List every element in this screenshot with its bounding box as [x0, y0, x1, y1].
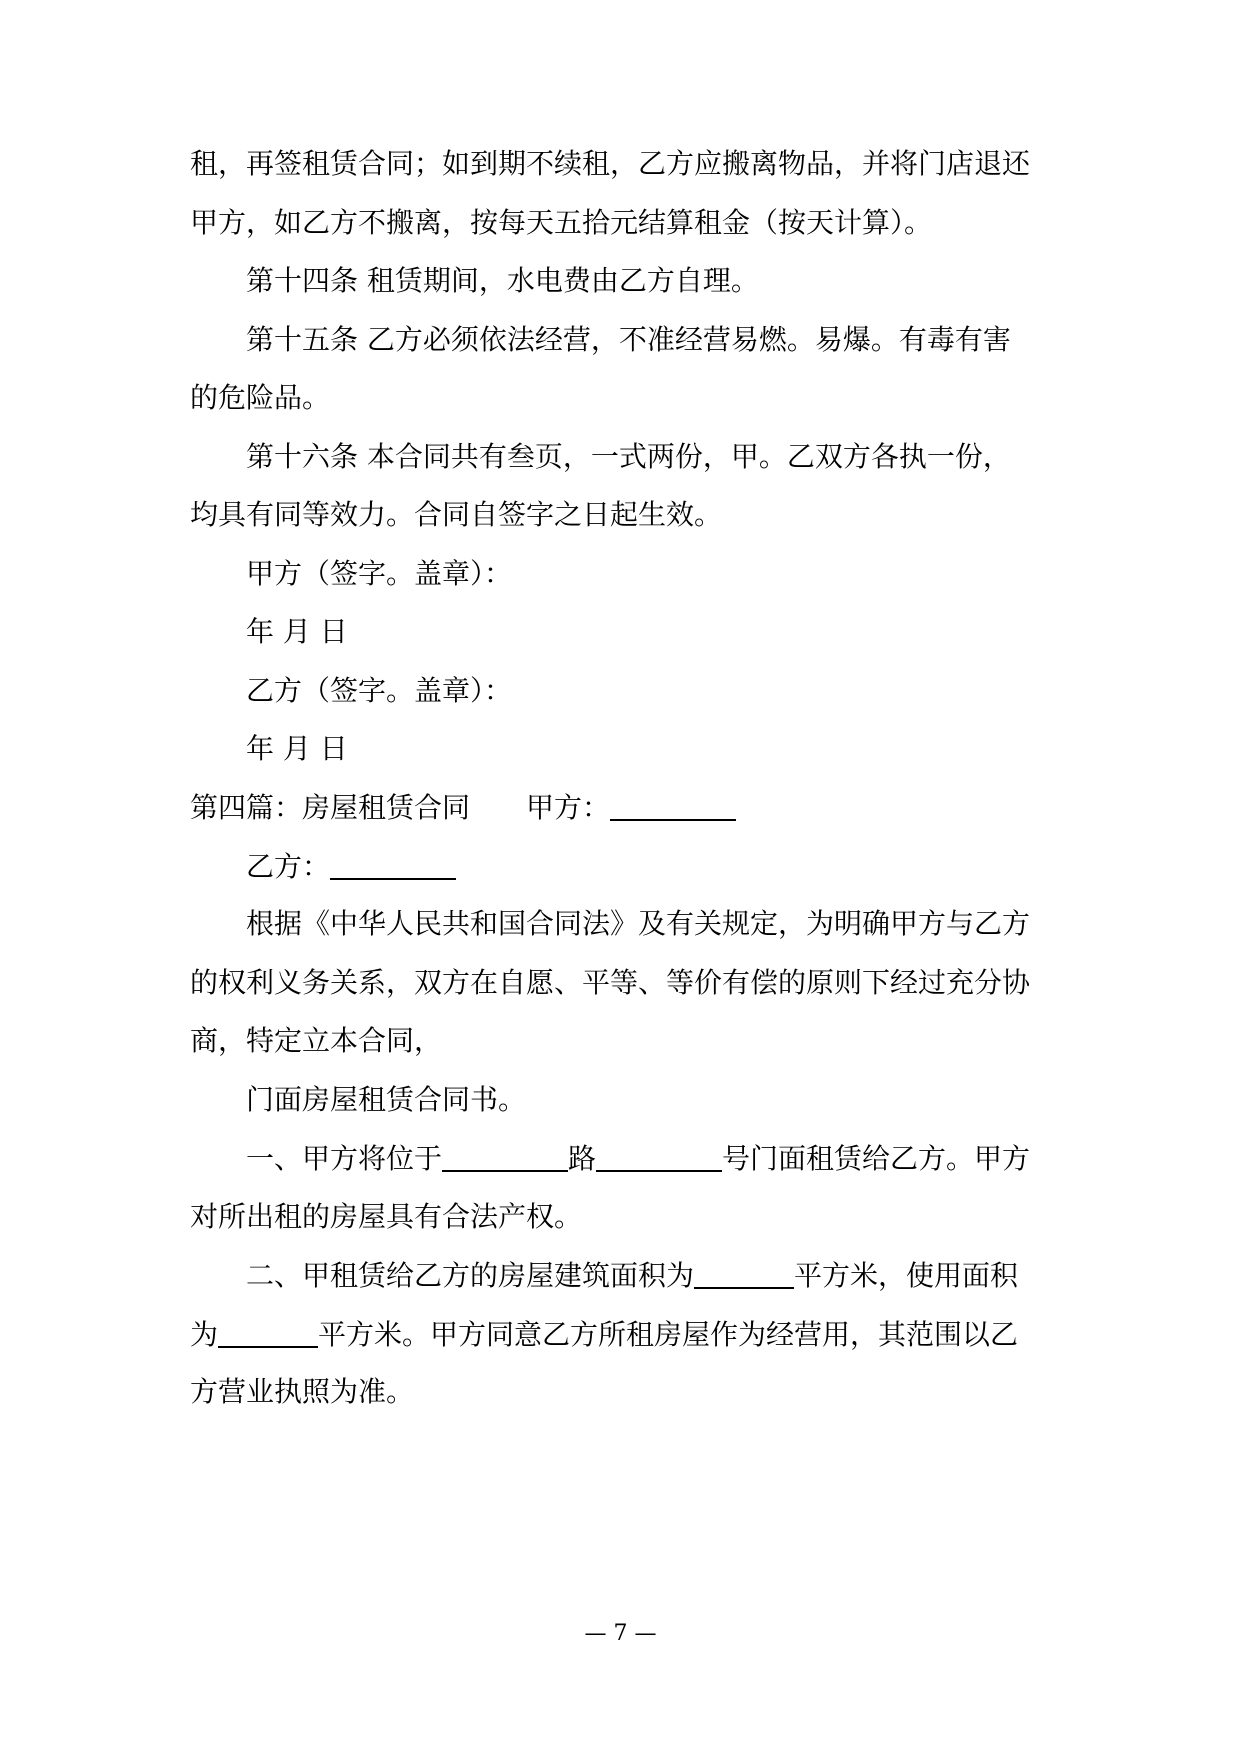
contract-subtitle: 门面房屋租赁合同书。 [246, 1083, 527, 1116]
text-line: 均具有同等效力。合同自签字之日起生效。 [190, 498, 723, 531]
party-b-signature: 乙方（签字。盖章）： [246, 674, 513, 707]
page-number: — 7 — [584, 1621, 657, 1646]
building-area-blank [694, 1257, 794, 1289]
party-a-signature: 甲方（签字。盖章）： [246, 557, 513, 590]
section-heading-line [190, 789, 1070, 826]
party-b-blank [330, 848, 456, 880]
party-a-blank [610, 789, 736, 821]
text-line: 方营业执照为准。 [190, 1375, 415, 1408]
text-span: 为 [190, 1318, 219, 1351]
article-2 [246, 1257, 1126, 1294]
date-line: 年 月 日 [246, 732, 348, 765]
text-span: 一、甲方将位于 [246, 1142, 443, 1175]
text-line: 的权利义务关系，双方在自愿、平等、等价有偿的原则下经过充分协 [190, 966, 1031, 999]
road-blank [442, 1140, 568, 1172]
number-blank [596, 1140, 722, 1172]
text-line: 甲方，如乙方不搬离，按每天五拾元结算租金（按天计算）。 [190, 206, 933, 239]
party-b-line [246, 848, 1126, 885]
text-line: 商，特定立本合同， [190, 1024, 443, 1057]
text-span: 二、甲租赁给乙方的房屋建筑面积为 [246, 1259, 695, 1292]
text-line: 的危险品。 [190, 381, 331, 414]
text-span: 号门面租赁给乙方。甲方 [722, 1142, 1031, 1175]
clause-15: 第十五条 乙方必须依法经营，不准经营易燃。易爆。有毒有害 [246, 323, 1011, 356]
party-a-label: 甲方： [526, 791, 611, 824]
text-line [190, 1316, 1070, 1353]
usable-area-blank [218, 1316, 318, 1348]
article-1 [246, 1140, 1126, 1177]
party-b-label: 乙方： [246, 850, 331, 883]
text-span: 路 [568, 1142, 597, 1175]
section-title: 第四篇：房屋租赁合同 [190, 791, 471, 824]
text-span: 平方米。甲方同意乙方所租房屋作为经营用，其范围以乙 [318, 1318, 1019, 1351]
date-line: 年 月 日 [246, 615, 348, 648]
clause-16: 第十六条 本合同共有叁页，一式两份，甲。乙双方各执一份， [246, 440, 1011, 473]
text-line: 对所出租的房屋具有合法产权。 [190, 1200, 583, 1233]
text-span: 平方米，使用面积 [794, 1259, 1019, 1292]
text-line: 租，再签租赁合同；如到期不续租，乙方应搬离物品，并将门店退还 [190, 147, 1031, 180]
clause-14: 第十四条 租赁期间，水电费由乙方自理。 [246, 264, 759, 297]
text-line: 根据《中华人民共和国合同法》及有关规定，为明确甲方与乙方 [246, 907, 1031, 940]
